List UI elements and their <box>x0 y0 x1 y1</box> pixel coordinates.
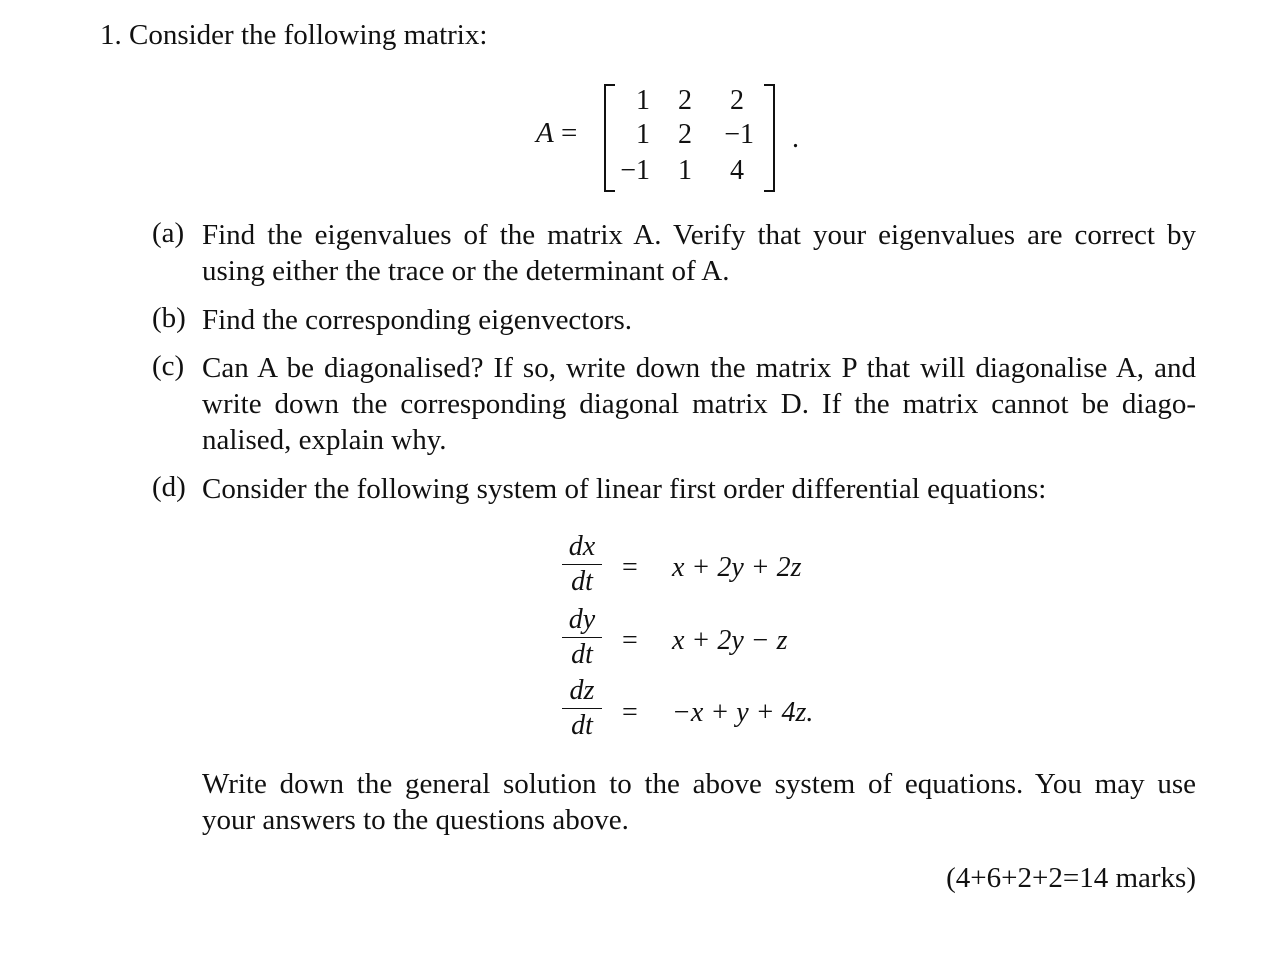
part-c-label: (c) <box>152 350 185 382</box>
matrix-right-bracket <box>764 84 775 192</box>
matrix-cell: 2 <box>678 119 692 150</box>
derivative-dy-dt <box>562 605 602 670</box>
part-a-line-1: Find the eigenvalues of the matrix A. Verify that your eigenvalues are correct by <box>202 219 1196 251</box>
question-heading <box>100 17 487 53</box>
matrix-name: A <box>536 117 554 149</box>
matrix-cell: 2 <box>678 85 692 116</box>
matrix-cell: −1 <box>724 119 754 150</box>
equation-rhs-3: −x + y + 4z. <box>672 697 814 728</box>
derivative-dz-dt <box>562 676 602 741</box>
part-a-label: (a) <box>152 217 185 249</box>
equation-rhs-2: x + 2y − z <box>672 625 788 656</box>
fraction-bar <box>562 708 602 709</box>
fraction-denominator: dt <box>571 710 593 741</box>
part-d-label: (d) <box>152 471 186 503</box>
part-d-line-1: Consider the following system of linear first order differential equations: <box>202 473 1047 505</box>
marks-allocation: (4+6+2+2=14 marks) <box>946 862 1196 894</box>
fraction-bar <box>562 564 602 565</box>
part-c-line-1: Can A be diagonalised? If so, write down the matrix P that will diagonalise A, and <box>202 352 1196 384</box>
equals-sign: = <box>622 697 638 728</box>
part-c-line-3: nalised, explain why. <box>202 424 447 456</box>
fraction-bar <box>562 637 602 638</box>
part-b-line-1: Find the corresponding eigenvectors. <box>202 304 633 336</box>
closing-line-1: Write down the general solution to the above system of equations. You may use <box>202 768 1196 800</box>
closing-line-2: your answers to the questions above. <box>202 804 629 836</box>
part-c-line-2: write down the corresponding diagonal matrix D. If the matrix cannot be diago- <box>202 388 1196 420</box>
matrix-lhs <box>536 117 577 150</box>
matrix-cell: −1 <box>620 155 650 186</box>
part-a-line-2: using either the trace or the determinant of A. <box>202 255 730 287</box>
matrix-cell: 1 <box>678 155 692 186</box>
matrix-cell: 2 <box>730 85 744 116</box>
matrix-cell: 1 <box>636 85 650 116</box>
fraction-numerator: dz <box>569 675 595 706</box>
question-number: 1. <box>100 19 122 51</box>
part-b-label: (b) <box>152 302 186 334</box>
equals-sign: = <box>622 552 638 583</box>
matrix-period: . <box>792 123 799 154</box>
equals-sign: = <box>622 625 638 656</box>
matrix-cell: 4 <box>730 155 744 186</box>
fraction-denominator: dt <box>571 639 593 670</box>
question-heading-text: Consider the following matrix: <box>129 19 488 51</box>
fraction-denominator: dt <box>571 566 593 597</box>
equation-rhs-1: x + 2y + 2z <box>672 552 802 583</box>
matrix-cell: 1 <box>636 119 650 150</box>
matrix-equals: = <box>560 117 578 149</box>
fraction-numerator: dy <box>568 604 596 635</box>
fraction-numerator: dx <box>568 531 596 562</box>
derivative-dx-dt <box>562 532 602 597</box>
